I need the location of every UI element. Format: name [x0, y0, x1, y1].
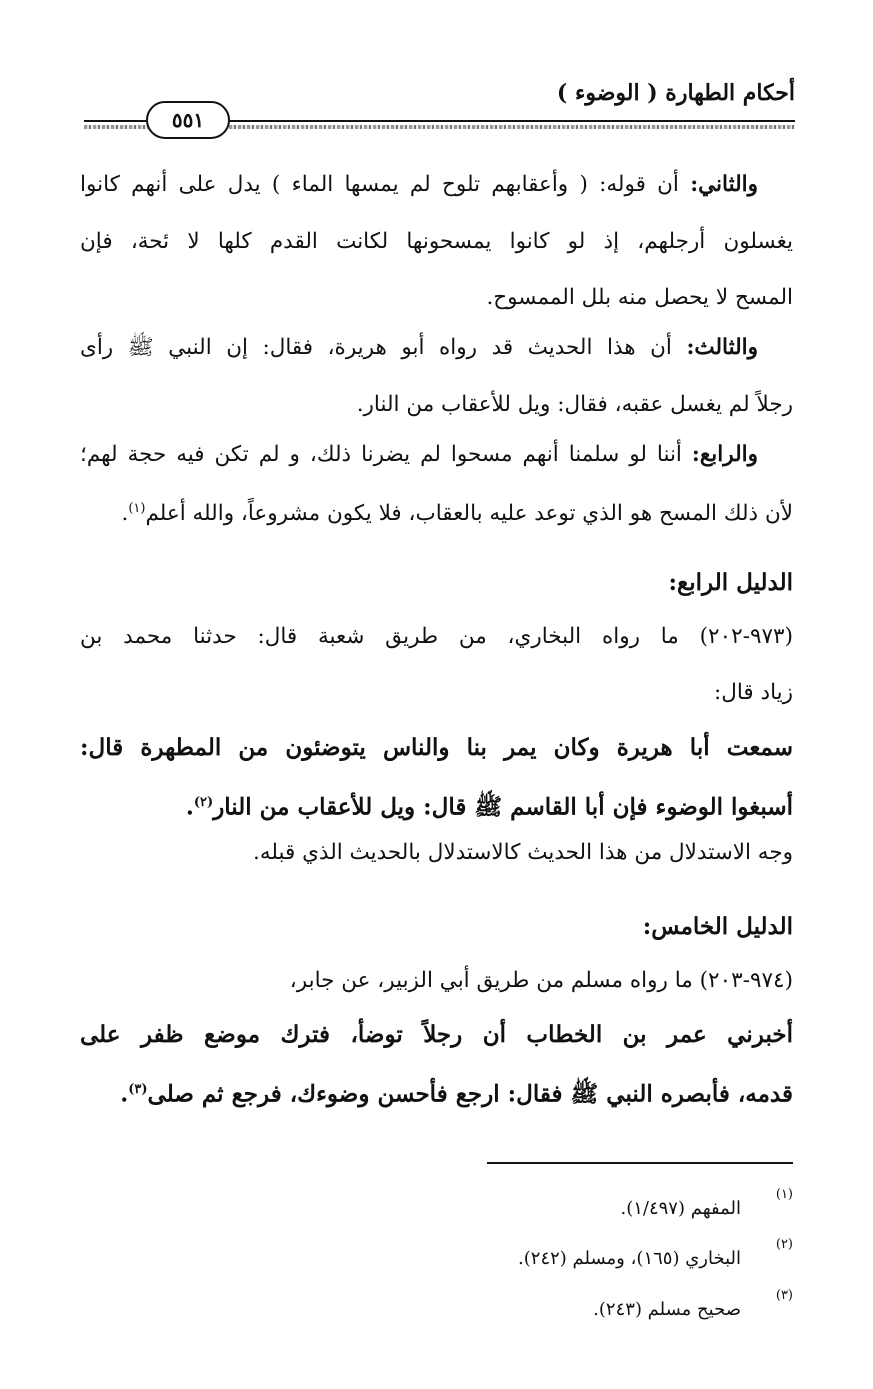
page-number-badge — [146, 101, 230, 139]
footnote-ref-1: (١) — [128, 501, 146, 516]
footnote-separator — [487, 1162, 793, 1164]
p3-text-2: لأن ذلك المسح هو الذي توعد عليه بالعقاب، فلا يكون مشروعاً، والله أعلم — [145, 501, 793, 527]
sec4-line-1: (٩٧٣-٢٠٢) ما رواه البخاري، من طريق شعبة قال: حدثنا محمد بن — [80, 624, 793, 649]
running-header-title: أحكام الطهارة ( الوضوء ) — [556, 80, 795, 106]
p2-lead: والثالث: — [686, 335, 758, 360]
p3-line-2 — [80, 494, 793, 529]
footnote-text: المفهم (١/٤٩٧). — [620, 1198, 741, 1219]
p1-line-1 — [80, 170, 758, 200]
p3-line-1 — [80, 440, 758, 470]
sec4-hadith-line-1: سمعت أبا هريرة وكان يمر بنا والناس يتوضئون من المطهرة قال: — [80, 734, 793, 761]
section-4-heading: الدليل الرابع: — [668, 569, 793, 596]
sec4-hadith-text-2: أسبغوا الوضوء فإن أبا القاسم ﷺ قال: ويل للأعقاب من النار — [213, 793, 793, 821]
p3-text-1: أننا لو سلمنا أنهم مسحوا لم يضرنا ذلك، و لم تكن فيه حجة لهم؛ — [80, 442, 682, 467]
p2-line-1 — [80, 333, 758, 363]
sec5-hadith-text-2: قدمه، فأبصره النبي ﷺ فقال: ارجع فأحسن وضوءك، فرجع ثم صلى — [147, 1080, 793, 1108]
footnote-number: (٣) — [775, 1288, 793, 1303]
footnote-ref-2: (٢) — [193, 795, 214, 810]
sec5-line-1: (٩٧٤-٢٠٣) ما رواه مسلم من طريق أبي الزبير، عن جابر، — [289, 968, 793, 993]
footnote-ref-3: (٣) — [128, 1082, 148, 1097]
sec4-line-3: وجه الاستدلال من هذا الحديث كالاستدلال بالحديث الذي قبله. — [253, 840, 793, 865]
sec5-hadith-line-1: أخبرني عمر بن الخطاب أن رجلاً توضأ، فترك موضع ظفر على — [80, 1021, 793, 1048]
p1-lead: والثاني: — [690, 172, 758, 197]
footnote-number: (١) — [775, 1187, 793, 1202]
page-number: ٥٥١ — [171, 108, 205, 132]
sec4-hadith-line-2 — [80, 788, 793, 823]
p1-line-3: المسح لا يحصل منه بلل الممسوح. — [486, 285, 793, 310]
p2-line-2: رجلاً لم يغسل عقبه، فقال: ويل للأعقاب من النار. — [356, 392, 793, 417]
footnote-number: (٢) — [775, 1237, 793, 1252]
header-ornament-rule — [220, 125, 795, 129]
sec5-hadith-end: . — [120, 1080, 129, 1108]
p3-lead: والرابع: — [691, 442, 758, 467]
p1-text-1: أن قوله: ( وأعقابهم تلوح لم يمسها الماء ) يدل على أنهم كانوا — [80, 172, 679, 197]
p2-text-1: أن هذا الحديث قد رواه أبو هريرة، فقال: إن النبي ﷺ رأى — [80, 335, 672, 360]
p1-line-2: يغسلون أرجلهم، إذ لو كانوا يمسحونها لكانت القدم كلها لا ئحة، فإن — [80, 229, 793, 254]
sec5-hadith-line-2 — [80, 1075, 793, 1110]
section-5-heading: الدليل الخامس: — [642, 913, 793, 940]
p3-end: . — [121, 501, 129, 527]
footnote-text: صحيح مسلم (٢٤٣). — [593, 1299, 741, 1320]
sec4-line-2: زياد قال: — [713, 680, 793, 705]
header-ornament-rule-left — [84, 125, 154, 129]
footnote-text: البخاري (١٦٥)، ومسلم (٢٤٢). — [518, 1248, 741, 1269]
sec4-hadith-end: . — [185, 793, 194, 821]
